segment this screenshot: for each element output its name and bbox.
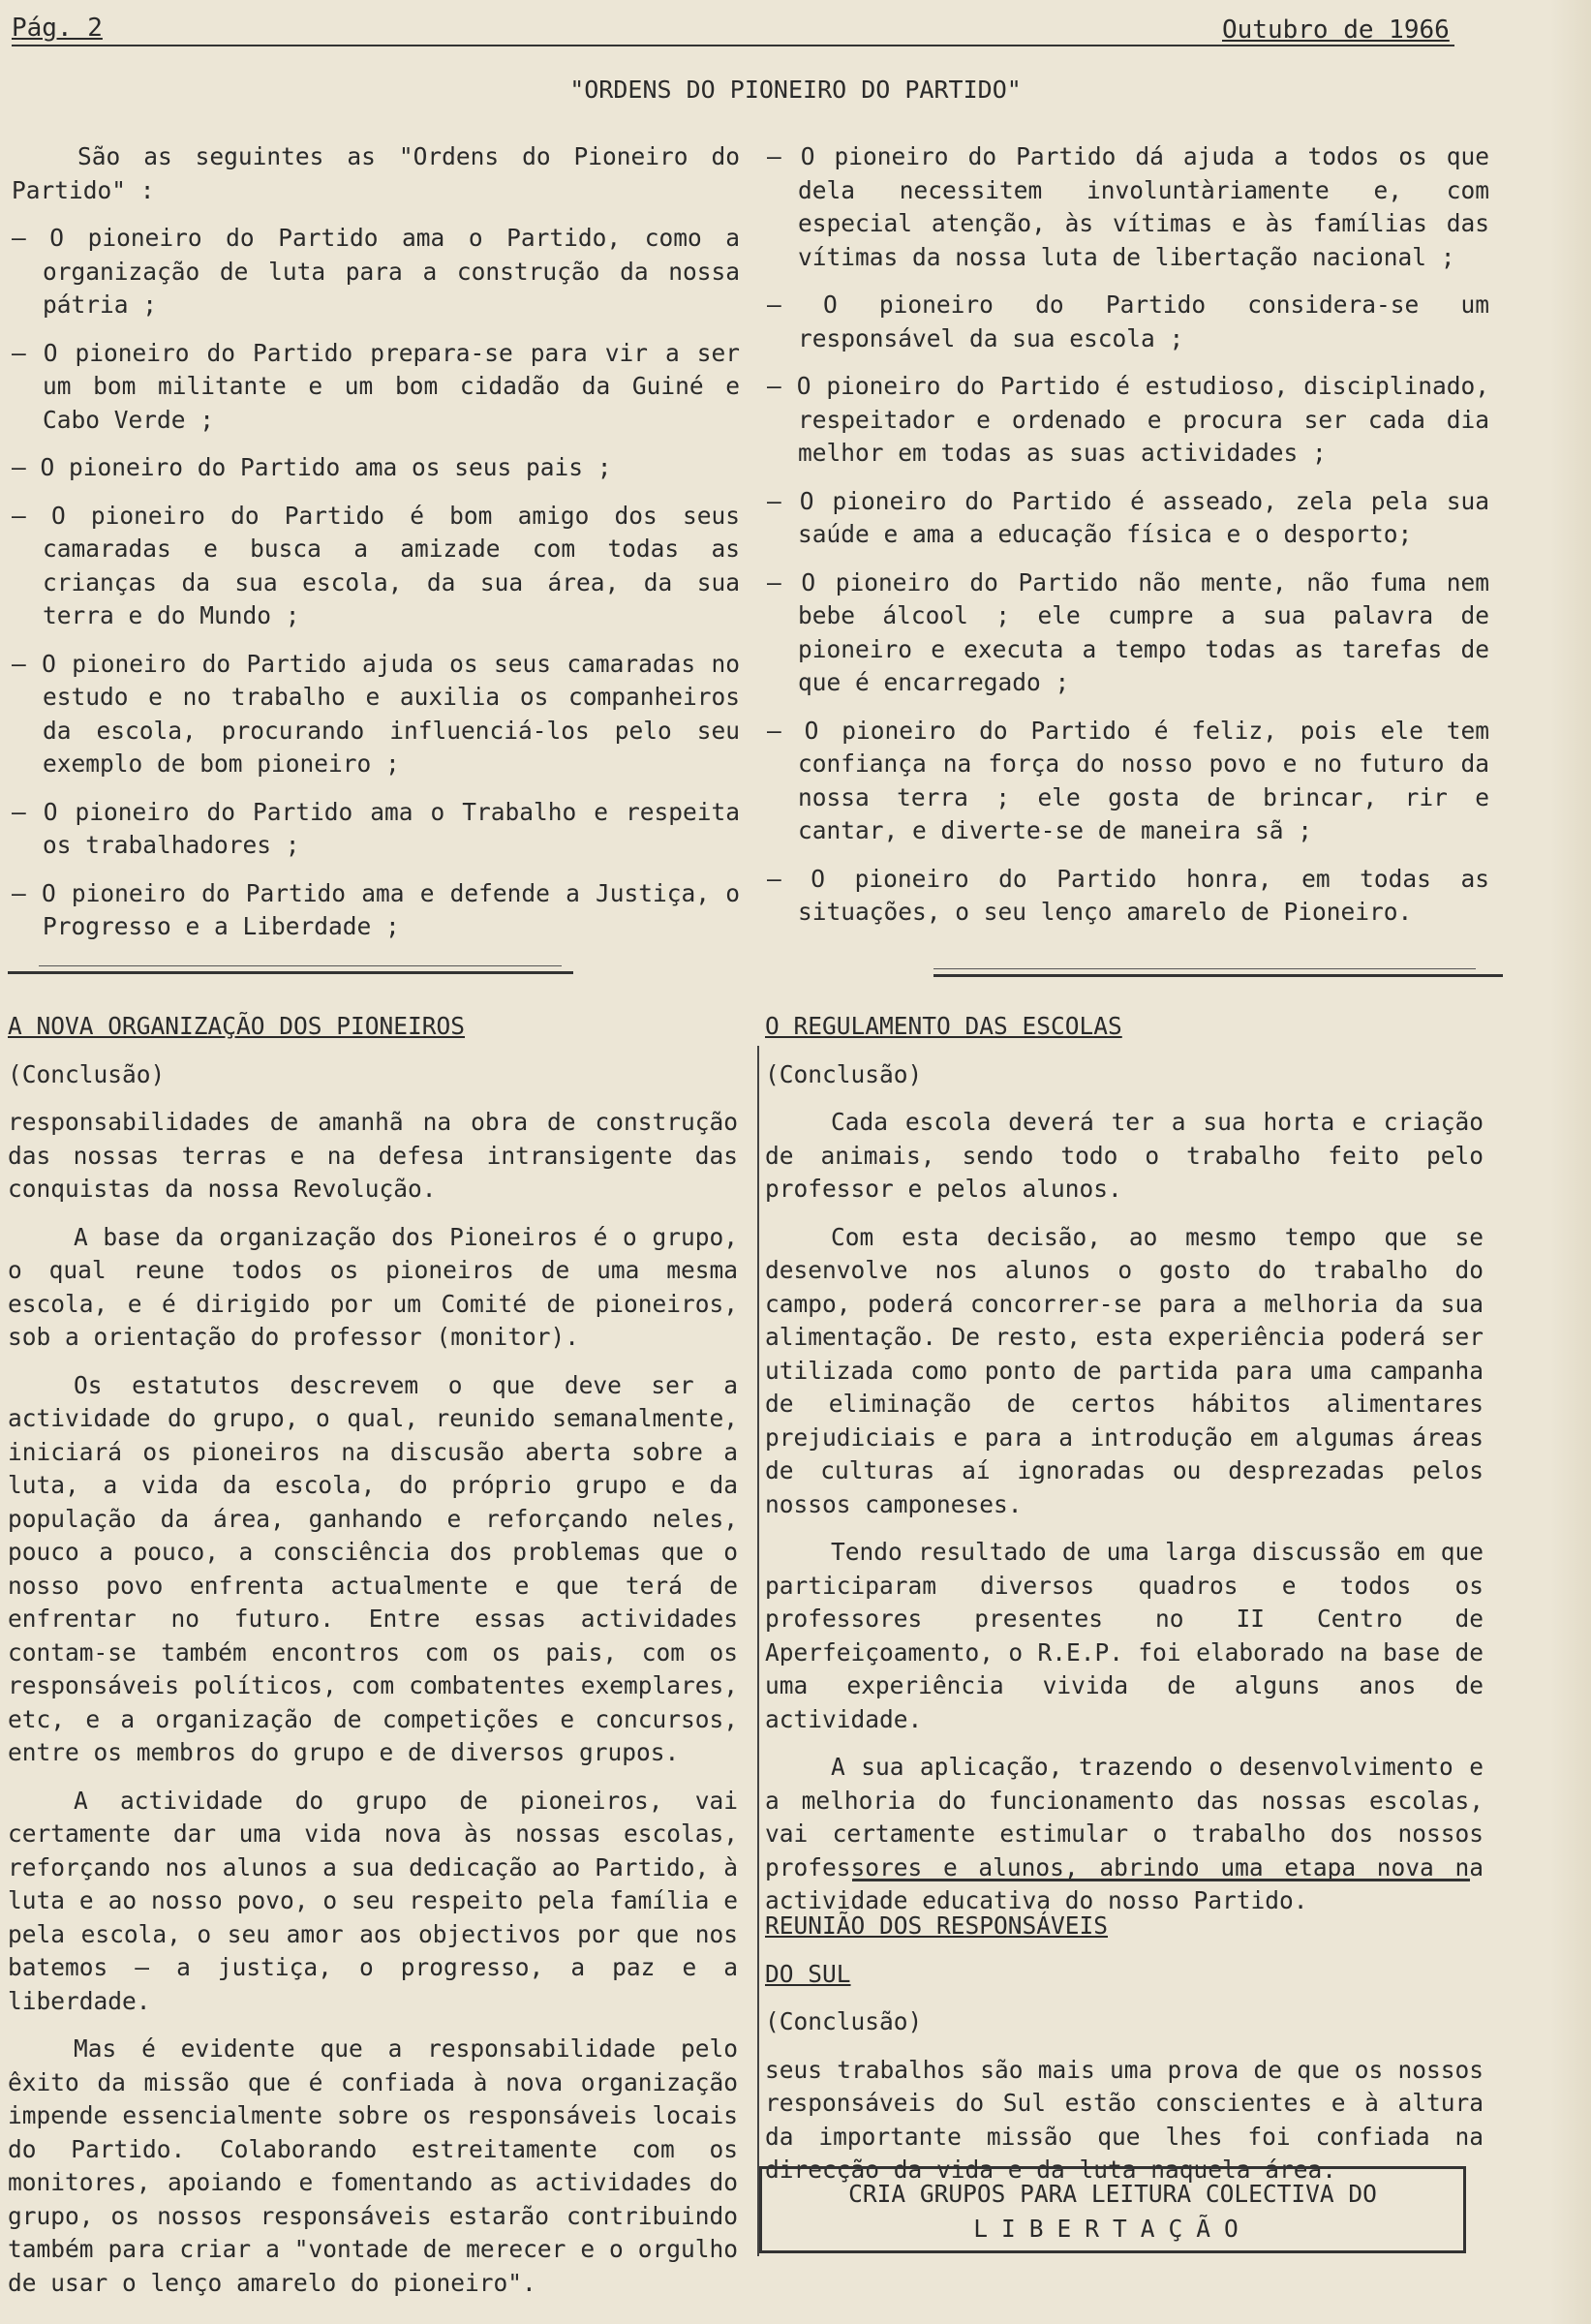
issue-date: Outubro de 1966 <box>1222 15 1450 45</box>
ordens-item: – O pioneiro do Partido é bom amigo dos seus camaradas e busca a amizade com todas as crianças da sua escola, da sua área, da sua terra e do Mundo ; <box>12 501 740 629</box>
reuniao-subtitle: (Conclusão) <box>765 2007 923 2035</box>
ordens-item: – O pioneiro do Partido ama e defende a Justiça, o Progresso e a Liberdade ; <box>12 878 740 940</box>
ordens-right-column <box>767 140 1489 944</box>
reuniao-title: REUNIÃO DOS RESPONSÁVEIS <box>765 1911 1109 1940</box>
ordens-item: – O pioneiro do Partido é estudioso, disciplinado, respeitador e ordenado e procura ser cada dia melhor em todas as suas actividades ; <box>767 372 1489 467</box>
page-number: Pág. 2 <box>12 14 103 43</box>
header-rule <box>12 45 1454 46</box>
notice-line: CRIA GRUPOS PARA LEITURA COLECTIVA DO <box>848 2180 1377 2208</box>
article-paragraph: A base da organização dos Pioneiros é o grupo, o qual reune todos os pioneiros de uma mesma escola, e é dirigido por um Comité de pioneiros, sob a orientação do professor (monitor). <box>8 1222 738 1351</box>
article-paragraph: Tendo resultado de uma larga discussão em que participaram diversos quadros e todos os professores presentes no II Centro de Aperfeiçoamento, o R.E.P. foi elaborado na base de uma experiência vivida de alguns anos de actividade. <box>765 1538 1484 1733</box>
nova-organizacao-article <box>8 1010 738 2314</box>
ordens-title: "ORDENS DO PIONEIRO DO PARTIDO" <box>569 76 1022 104</box>
article-paragraph: A sua aplicação, trazendo o desenvolvimento e a melhoria do funcionamento das nossas escolas, vai certamente estimular o trabalho dos nossos professores e alunos, abrindo uma etapa nova na actividade educativa do nosso Partido. <box>765 1753 1484 1914</box>
regulamento-title: O REGULAMENTO DAS ESCOLAS <box>765 1012 1122 1040</box>
article-paragraph: Os estatutos descrevem o que deve ser a actividade do grupo, o qual, reunido semanalmente, iniciará os pioneiros na discusão aberta sobre a luta, a vida da escola, do próprio grupo e da população da área, ganhando e reforçando neles, pouco a pouco, a consciência dos problemas que o nosso povo enfrenta actualmente e que terá de enfrentar no futuro. Entre essas actividades contam-se também encontros com os pais, com os responsáveis políticos, com combatentes exemplares, etc, e a organização de competições e concursos, entre os membros do grupo e de diversos grupos. <box>8 1370 738 1766</box>
section-divider-reuniao <box>852 1879 1470 1881</box>
ordens-item: – O pioneiro do Partido ajuda os seus camaradas no estudo e no trabalho e auxilia os companheiros da escola, procurando influenciá-los pelo seu exemplo de bom pioneiro ; <box>12 649 740 778</box>
ordens-intro: São as seguintes as "Ordens do Pioneiro do Partido" : <box>12 142 740 204</box>
ordens-item: – O pioneiro do Partido honra, em todas as situações, o seu lenço amarelo de Pioneiro. <box>767 864 1489 926</box>
ordens-item: – O pioneiro do Partido prepara-se para vir a ser um bom militante e um bom cidadão da Guiné e Cabo Verde ; <box>12 338 740 434</box>
regulamento-subtitle: (Conclusão) <box>765 1059 923 1088</box>
ordens-item: – O pioneiro do Partido é asseado, zela pela sua saúde e ama a educação física e o desporto; <box>767 486 1489 548</box>
reuniao-article <box>765 1910 1484 2202</box>
ordens-item: – O pioneiro do Partido dá ajuda a todos os que dela necessitem involuntàriamente e, com especial atenção, às vítimas e às famílias das vítimas da nossa luta de libertação nacional ; <box>767 142 1489 271</box>
section-divider-right <box>933 974 1503 977</box>
section-divider-left-thin <box>39 965 562 966</box>
ordens-item: – O pioneiro do Partido considera-se um responsável da sua escola ; <box>767 290 1489 352</box>
page-edge-shadow <box>1549 0 1591 2324</box>
reuniao-title-line2: DO SUL <box>765 1959 851 1988</box>
column-divider <box>757 1046 759 2256</box>
article-paragraph: seus trabalhos são mais uma prova de que os nossos responsáveis do Sul estão conscientes e à altura da importante missão que lhes foi confiada na direcção da vida e da luta naquela área. <box>765 2055 1484 2184</box>
nova-organizacao-title: A NOVA ORGANIZAÇÃO DOS PIONEIROS <box>8 1012 466 1040</box>
section-divider-right-thin <box>933 968 1476 969</box>
article-paragraph: A actividade do grupo de pioneiros, vai certamente dar uma vida nova às nossas escolas, reforçando nos alunos a sua dedicação ao Partido, à luta e ao nosso povo, o seu respeito pela família e pela escola, o seu amor aos objectivos por que nos batemos – a justiça, o progresso, a paz e a liberdade. <box>8 1786 738 2015</box>
article-paragraph: responsabilidades de amanhã na obra de construção das nossas terras e na defesa intransigente das conquistas da nossa Revolução. <box>8 1108 738 1203</box>
ordens-item: – O pioneiro do Partido ama o Partido, como a organização de luta para a construção da nossa pátria ; <box>12 224 740 319</box>
article-paragraph: Cada escola deverá ter a sua horta e criação de animais, sendo todo o trabalho feito pelo professor e pelos alunos. <box>765 1108 1484 1203</box>
notice-newspaper-name: LIBERTAÇÃO <box>973 2215 1252 2243</box>
reading-groups-notice <box>759 2166 1466 2253</box>
ordens-item: – O pioneiro do Partido ama o Trabalho e respeita os trabalhadores ; <box>12 797 740 859</box>
ordens-left-column <box>12 140 740 959</box>
section-divider-left <box>8 971 573 974</box>
regulamento-article <box>765 1010 1484 1933</box>
article-paragraph: Com esta decisão, ao mesmo tempo que se desenvolve nos alunos o gosto do trabalho do campo, poderá concorrer-se para a melhoria da sua alimentação. De resto, esta experiência poderá ser utilizada como ponto de partida para uma campanha de eliminação de certos hábitos alimentares prejudiciais e para a introdução em algumas áreas de culturas aí ignoradas ou desprezadas pelos nossos camponeses. <box>765 1222 1484 1518</box>
ordens-item: – O pioneiro do Partido não mente, não fuma nem bebe álcool ; ele cumpre a sua palavra de pioneiro e executa a tempo todas as tarefas de que é encarregado ; <box>767 567 1489 696</box>
nova-organizacao-subtitle: (Conclusão) <box>8 1059 166 1088</box>
article-paragraph: Mas é evidente que a responsabilidade pelo êxito da missão que é confiada à nova organização impende essencialmente sobre os responsáveis locais do Partido. Colaborando estreitamente com os monitores, apoiando e fomentando as actividades do grupo, os nossos responsáveis estarão contribuindo também para criar a "vontade de merecer e o orgulho de usar o lenço amarelo do pioneiro". <box>8 2034 738 2297</box>
ordens-item: – O pioneiro do Partido é feliz, pois ele tem confiança na força do nosso povo e no futuro da nossa terra ; ele gosta de brincar, rir e cantar, e diverte-se de maneira sã ; <box>767 716 1489 844</box>
ordens-item: – O pioneiro do Partido ama os seus pais ; <box>12 453 612 481</box>
